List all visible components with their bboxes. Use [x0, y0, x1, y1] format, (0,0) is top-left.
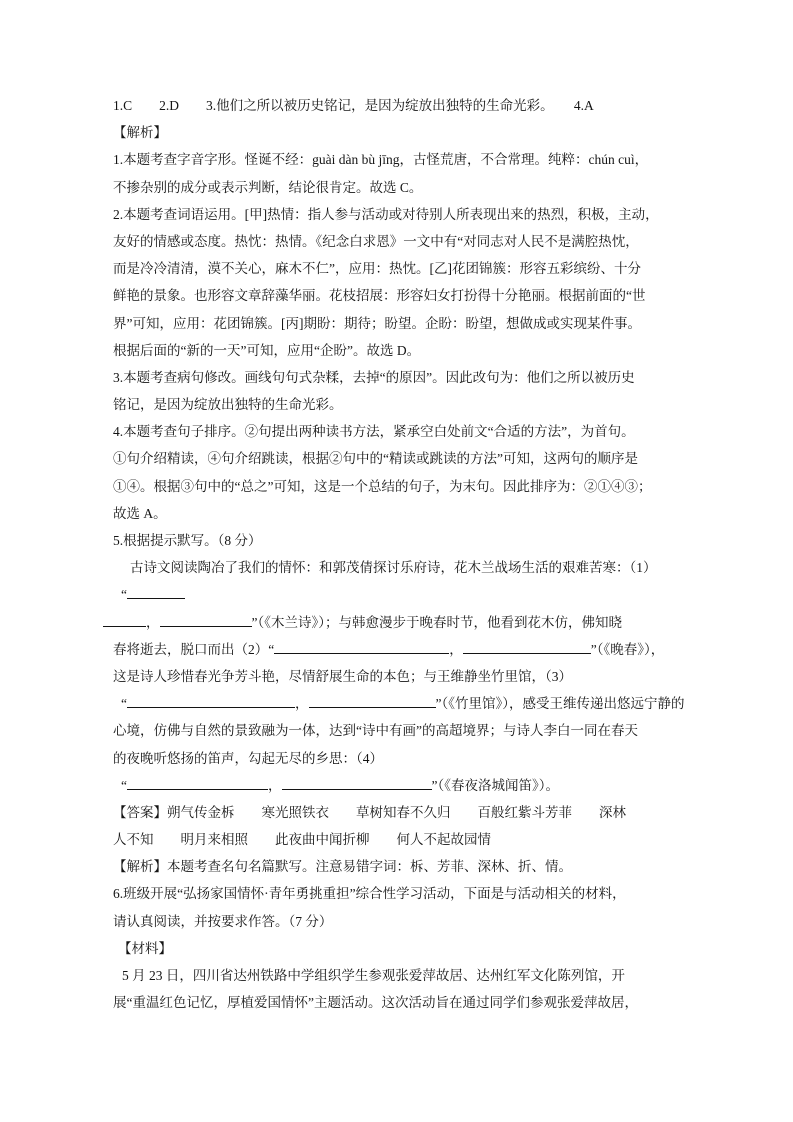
analysis-q2-line2 [113, 228, 713, 255]
analysis-q3-line1 [113, 364, 713, 391]
text-run: 的夜晚听悠扬的笛声，勾起无尽的乡思：（4） [113, 750, 383, 766]
q5-blank-line2 [103, 609, 713, 636]
fill-in-blank-underline [127, 585, 185, 600]
question-5-heading [113, 527, 713, 554]
text-run: 5 月 23 日，四川省达州铁路中学组织学生参观张爱萍故居、达州红军文化陈列馆，开 [122, 968, 625, 983]
text-run: 鲜艳的景象。也形容文章辞藻华丽。花枝招展：形容妇女打扮得十分艳丽。根据前面的“世 [113, 288, 646, 304]
text-run: “ [121, 696, 127, 712]
text-run: ”（《竹里馆》），感受王维传递出悠远宁静的 [435, 696, 685, 712]
text-run: 展“重温红色记忆，厚植爱国情怀”主题活动。这次活动旨在通过同学们参观张爱萍故居， [113, 995, 638, 1011]
q5-blank-line3 [113, 690, 713, 717]
material-line2 [113, 989, 713, 1016]
text-run: 心境，仿佛与自然的景致融为一体，达到“诗中有画”的高超境界；与诗人李白一同在春天 [113, 723, 638, 739]
analysis-q4-line2 [113, 445, 713, 472]
fill-in-blank-underline [309, 694, 436, 709]
text-run: ①句介绍精读，④句介绍跳读，根据②句中的“精读或跳读的方法”可知，这两句的顺序是 [113, 451, 638, 467]
text-run: 1.C 2.D 3.他们之所以被历史铭记，是因为绽放出独特的生命光彩。 4.A [113, 98, 594, 113]
text-run: 这是诗人珍惜春光争芳斗艳，尽情舒展生命的本色；与王维静坐竹里馆，（3） [113, 668, 572, 684]
text-run: 5.根据提示默写。（8 分） [113, 533, 262, 548]
text-run: ， [268, 777, 282, 793]
text-run: 请认真阅读，并按要求作答。（7 分） [113, 913, 333, 929]
q5-answer-line2 [113, 826, 713, 853]
fill-in-blank-underline [103, 612, 146, 627]
fill-in-blank-underline [282, 775, 432, 790]
text-run: ， [449, 641, 463, 657]
q5-intro-line1 [113, 554, 713, 581]
text-run: “ [121, 587, 127, 603]
text-run: ”（《晚春》）， [590, 641, 665, 657]
q5-line6 [113, 745, 713, 772]
q5-line5 [113, 717, 713, 744]
material-label [113, 935, 713, 962]
text-run: 铭记，是因为绽放出独特的生命光彩。 [113, 397, 343, 413]
analysis-q4-line1 [113, 418, 713, 445]
q5-answer-line1 [113, 799, 713, 826]
fill-in-blank-underline [127, 775, 268, 790]
text-run: 春将逝去，脱口而出（2）“ [113, 641, 275, 657]
text-run: 【材料】 [118, 940, 172, 956]
analysis-q2-line4 [113, 282, 713, 309]
document-content [113, 92, 713, 1016]
text-run: 6.班级开展“弘扬家国情怀·青年勇挑重担”综合性学习活动，下面是与活动相关的材料， [113, 886, 626, 902]
q5-line3 [113, 636, 713, 663]
analysis-q4-line4 [113, 500, 713, 527]
fill-in-blank-underline [127, 694, 295, 709]
text-run: 2.本题考查词语运用。[甲]热情：指人参与活动或对待别人所表现出来的热烈，积极，主动， [113, 206, 659, 222]
text-run: 根据后面的“新的一天”可知，应用“企盼”。故选 D。 [113, 342, 421, 358]
text-run: 古诗文阅读陶冶了我们的情怀：和郭茂倩探讨乐府诗，花木兰战场生活的艰难苦寒：（1） [130, 560, 657, 576]
text-run: 4.本题考查句子排序。②句提出两种读书方法，紧承空白处前文“合适的方法”，为首句。 [113, 424, 635, 440]
analysis-q2-line3 [113, 255, 713, 282]
analysis-q1-line2 [113, 174, 713, 201]
q5-analysis [113, 853, 713, 880]
question-6-line2 [113, 908, 713, 935]
text-run: ”（《春夜洛城闻笛》）。 [431, 777, 559, 793]
text-run: 人不知 明月来相照 此夜曲中闻折柳 何人不起故园情 [113, 832, 491, 848]
analysis-q1-line1 [113, 146, 713, 173]
fill-in-blank-underline [463, 639, 591, 654]
q5-blank-line4 [113, 772, 713, 799]
answer-key-q1-q4 [113, 92, 713, 119]
analysis-label [113, 119, 713, 146]
text-run: ①④。根据③句中的“总之”可知，这是一个总结的句子，为末句。因此排序为：②①④③； [113, 478, 652, 494]
text-run: 【解析】本题考查名句名篇默写。注意易错字词：柝、芳菲、深林、折、情。 [113, 859, 572, 875]
text-run: ， [146, 614, 160, 630]
analysis-q2-line1 [113, 201, 713, 228]
text-run: “ [121, 777, 127, 793]
text-run: ， [295, 696, 309, 712]
q5-blank-line1 [113, 581, 713, 608]
text-run: 而是冷冷清清，漠不关心，麻木不仁”，应用：热忱。[乙]花团锦簇：形容五彩缤纷、十分 [113, 261, 641, 277]
text-run: ”（《木兰诗》）；与韩愈漫步于晚春时节，他看到花木仿，佛知晓 [251, 614, 622, 630]
material-line1 [113, 962, 713, 989]
text-run: 界”可知，应用：花团锦簇。[丙]期盼：期待；盼望。企盼：盼望，想做成或实现某件事。 [113, 315, 641, 331]
text-run: 1.本题考查字音字形。怪诞不经：guài dàn bù jīng，古怪荒唐，不合常理。纯粹：chún cuì， [113, 152, 649, 168]
text-run: 【答案】朔气传金柝 寒光照铁衣 草树知春不久归 百般红紫斗芳菲 深林 [113, 804, 626, 820]
analysis-q3-line2 [113, 391, 713, 418]
question-6-line1 [113, 880, 713, 907]
fill-in-blank-underline [160, 612, 252, 627]
text-run: 3.本题考查病句修改。画线句句式杂糅，去掉“的原因”。因此改句为：他们之所以被历史 [113, 369, 635, 385]
analysis-q2-line5 [113, 310, 713, 337]
analysis-q2-line6 [113, 337, 713, 364]
text-run: 不掺杂别的成分或表示判断，结论很肯定。故选 C。 [113, 179, 423, 195]
analysis-q4-line3 [113, 473, 713, 500]
q5-line4 [113, 663, 713, 690]
text-run: 故选 A。 [113, 505, 167, 521]
text-run: 【解析】 [113, 125, 167, 141]
fill-in-blank-underline [274, 639, 449, 654]
text-run: 友好的情感或态度。热忱：热情。《纪念白求恩》一文中有“对同志对人民不是满腔热忱， [113, 233, 639, 249]
